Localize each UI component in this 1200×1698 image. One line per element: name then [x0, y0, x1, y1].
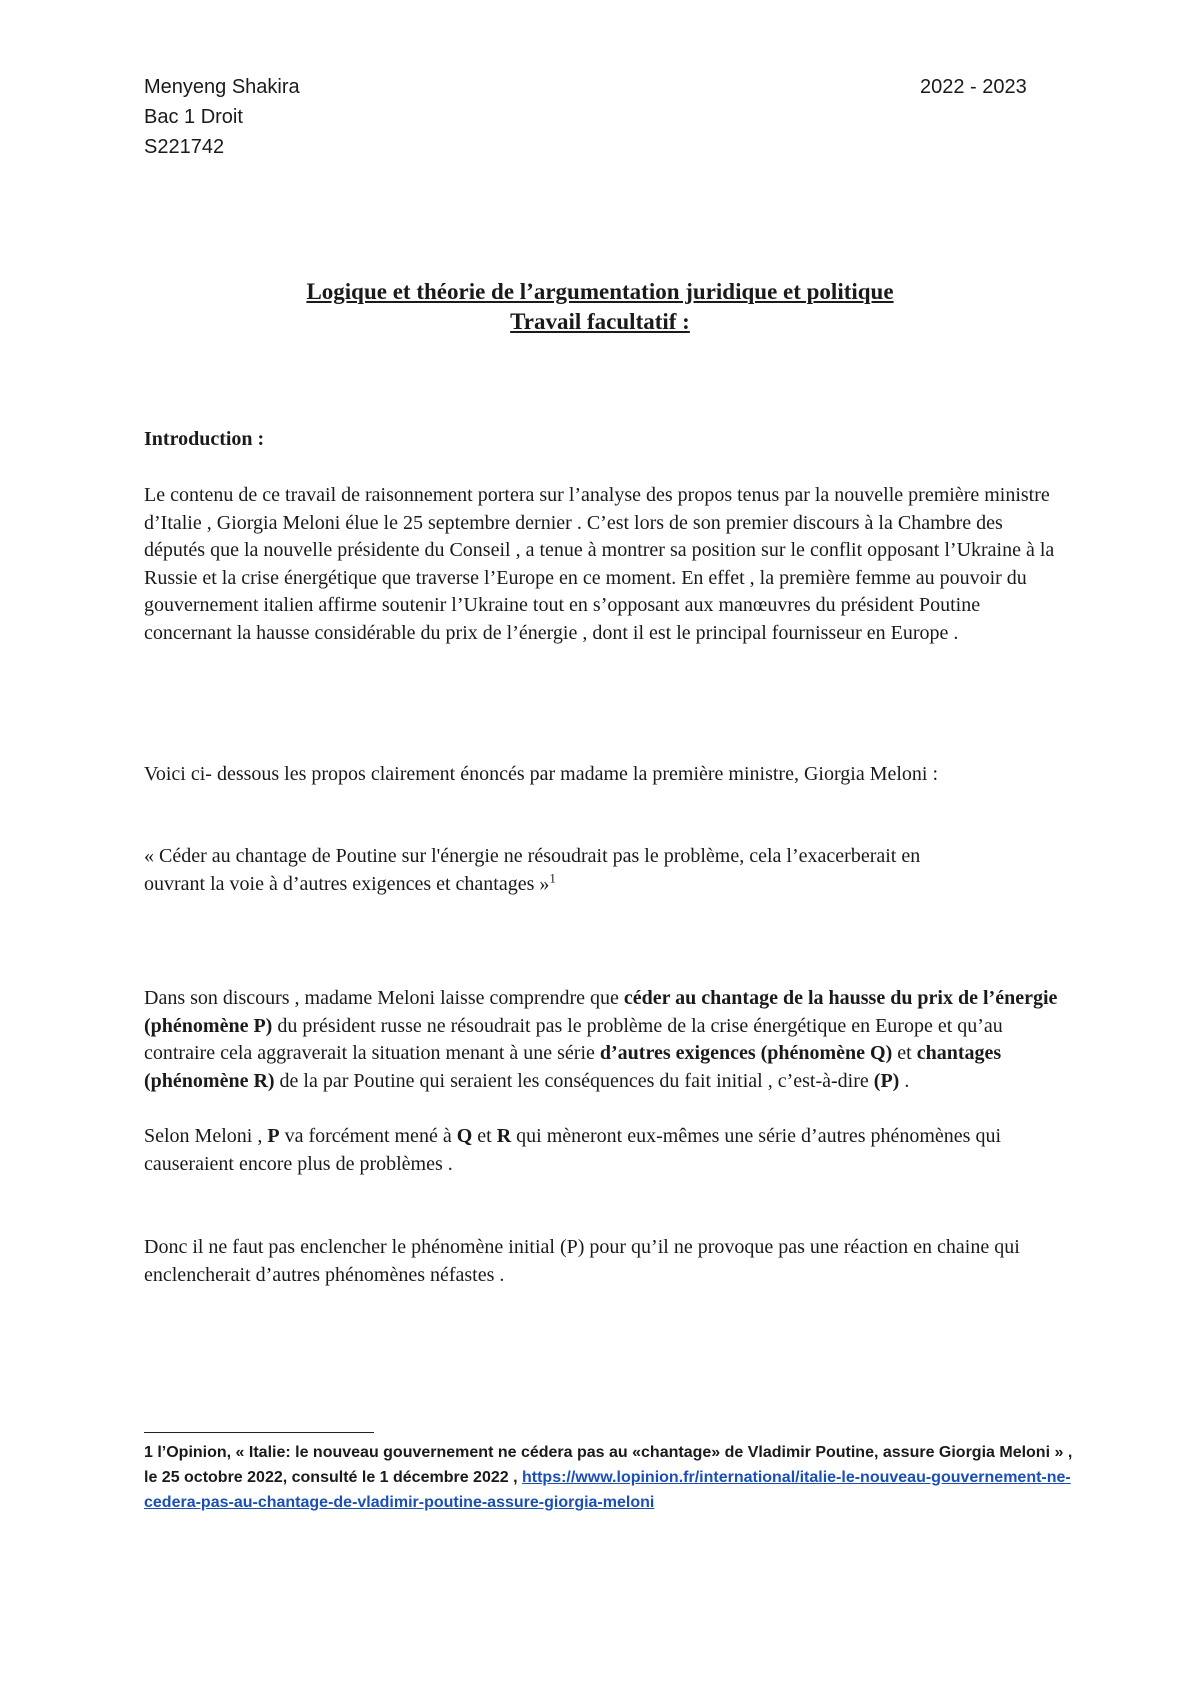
- paragraph-analysis: [144, 985, 1064, 1095]
- paragraph-context: Le contenu de ce travail de raisonnement portera sur l’analyse des propos tenus par la nouvelle première ministre d’Italie , Giorgia Meloni élue le 25 septembre dernier . C’est lors de son premier discours à la Chambre des députés que la nouvelle présidente du Conseil , a tenue à montrer sa position sur le conflit opposant l’Ukraine à la Russie et la crise énergétique que traverse l’Europe en ce moment. En effet , la première femme au pouvoir du gouvernement italien affirme soutenir l’Ukraine tout en s’opposant aux manœuvres du président Poutine concernant la hausse considérable du prix de l’énergie , dont il est le principal fournisseur en Europe .: [144, 484, 1055, 644]
- analysis-text: .: [899, 1069, 910, 1092]
- analysis-bold: céder au chantage de la hausse du prix de l’énergie: [623, 987, 1058, 1009]
- document-subtitle: Travail facultatif :: [510, 309, 690, 334]
- paragraph-meloni: [144, 1123, 1064, 1178]
- footnote-text: 1 l’Opinion, « Italie: le nouveau gouvernement ne cédera pas au «chantage» de Vladimir Poutine, assure Giorgia Meloni » , le 25 octobre 2022, consulté le 1 décembre 2022 ,: [144, 1444, 1073, 1486]
- quote-text: « Céder au chantage de Poutine sur l'énergie ne résoudrait pas le problème, cela l’exacerberait en ouvrant la voie à d’autres exigences et chantages »: [144, 845, 921, 895]
- program-label: Bac 1 Droit: [144, 106, 243, 128]
- document-title: Logique et théorie de l’argumentation juridique et politique: [306, 279, 894, 304]
- introduction-heading: Introduction :: [144, 428, 265, 450]
- meloni-text: et: [472, 1125, 497, 1147]
- analysis-bold: (P): [873, 1069, 900, 1092]
- footnote-link[interactable]: https://www.lopinion.fr/international/italie-le-nouveau-gouvernement-ne-cedera-pas-au-chantage-de-vladimir-poutine-assure-giorgia-meloni: [144, 1469, 1071, 1511]
- paragraph-conclusion: Donc il ne faut pas enclencher le phénomène initial (P) pour qu’il ne provoque pas une réaction en chaine qui enclencherait d’autres phénomènes néfastes .: [144, 1236, 1020, 1286]
- footnote: [144, 1440, 1084, 1515]
- author-name: Menyeng Shakira: [144, 76, 300, 98]
- meloni-bold: R: [496, 1125, 512, 1147]
- meloni-bold: Q: [456, 1125, 473, 1147]
- analysis-text: de la par Poutine qui seraient les conséquences du fait initial , c’est-à-dire: [274, 1069, 874, 1092]
- analysis-bold: (phénomène P): [144, 1014, 273, 1037]
- meloni-text: Selon Meloni ,: [144, 1125, 268, 1147]
- footnote-ref: 1: [549, 869, 556, 885]
- header-left: [144, 72, 300, 162]
- footnote-separator: [144, 1432, 374, 1433]
- analysis-text: Dans son discours , madame Meloni laisse comprendre que: [144, 987, 624, 1009]
- academic-year: 2022 - 2023: [920, 76, 1027, 98]
- meloni-text: qui mèneront eux-mêmes une série d’autres phénomènes qui causeraient encore plus de problèmes .: [144, 1125, 1001, 1175]
- quote-block: [144, 843, 944, 898]
- meloni-bold: P: [267, 1125, 280, 1147]
- meloni-text: va forcément mené à: [279, 1125, 457, 1147]
- analysis-text: et: [892, 1042, 917, 1065]
- student-id: S221742: [144, 136, 225, 158]
- paragraph-quote-intro: Voici ci- dessous les propos clairement énoncés par madame la première ministre, Giorgia Meloni :: [144, 763, 939, 785]
- analysis-bold: d’autres exigences (phénomène Q): [599, 1042, 893, 1065]
- analysis-text: du président russe ne résoudrait pas le problème de la crise énergétique en Europe et qu’au contraire cela aggraverait la situation menant à une série: [144, 1014, 1003, 1065]
- analysis-bold: chantages (phénomène R): [144, 1042, 1002, 1092]
